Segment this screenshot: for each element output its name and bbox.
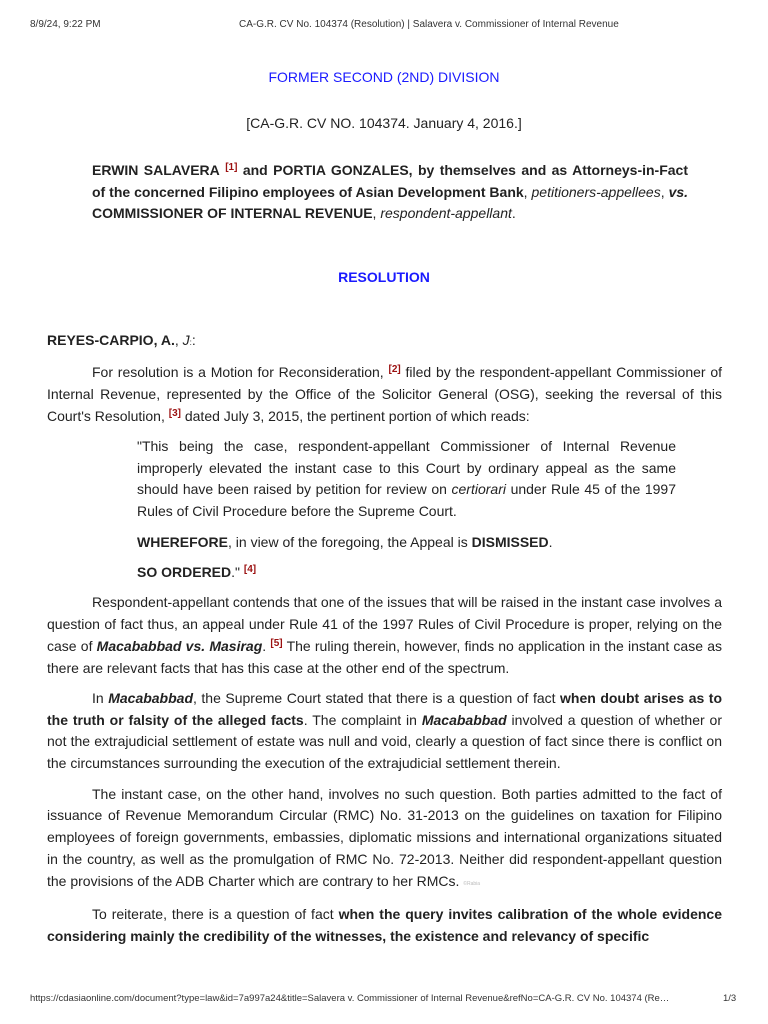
footnote-link-2[interactable]: [2]: [388, 364, 401, 375]
footnote-link-1[interactable]: [1]: [225, 162, 238, 173]
paragraph: The instant case, on the other hand, involves no such question. Both parties admitted to the fact of issuance of Revenue Memorandum Circular (RMC) No. 31-2013 on the guidelines on taxation for Filipino employees of foreign governments, embassies, diplomatic missions and international organizations situated in the country, as well as the promulgation of RMC No. 72-2013. Neither did respondent-appellant question the provisions of the ADB Charter which are contrary to her RMCs. ©Rabia: [47, 785, 722, 889]
division-heading: FORMER SECOND (2ND) DIVISION: [268, 69, 500, 85]
block-quote: WHEREFORE, in view of the foregoing, the Appeal is DISMISSED.: [137, 533, 553, 550]
resolution-body: [47, 362, 722, 956]
paragraph: To reiterate, there is a question of fact when the query invites calibration of the whole evidence considering mainly the credibility of the witnesses, the existence and relevancy of specific: [47, 906, 722, 944]
ponente: REYES-CARPIO, A., J::: [47, 332, 196, 348]
footnote-link-5[interactable]: [5]: [270, 637, 283, 649]
print-url: https://cdasiaonline.com/document?type=law&id=7a997a24&title=Salavera v. Commissioner of Internal Revenue&refNo=CA-G.R. CV No. 104374 (Re…: [30, 993, 670, 1004]
footnote-link-3[interactable]: [3]: [168, 407, 181, 419]
page-number: 1/3: [723, 993, 737, 1004]
case-parties: ERWIN SALAVERA [1] and PORTIA GONZALES, by themselves and as Attorneys-in-Fact of the concerned Filipino employees of Asian Development Bank, petitioners-appellees, vs. COMMISSIONER OF INTERNAL REVENUE, respondent-appellant.: [92, 162, 689, 221]
print-datetime: 8/9/24, 9:22 PM: [30, 19, 101, 30]
paragraph: For resolution is a Motion for Reconsideration, [2] filed by the respondent-appellant Commissioner of Internal Revenue, represented by the Office of the Solicitor General (OSG), seeking the reversal of this Court's Resolution, [3] dated July 3, 2015, the pertinent portion of which reads:: [47, 364, 723, 424]
ponente-suffix: J: [182, 332, 190, 348]
resolution-heading: RESOLUTION: [338, 269, 430, 285]
ponente-name: REYES-CARPIO, A.: [47, 332, 175, 348]
paragraph: Respondent-appellant contends that one of the issues that will be raised in the instant case involves a question of fact thus, an appeal under Rule 41 of the 1997 Rules of Civil Procedure is proper, relying on the case of Macababbad vs. Masirag. [5] The ruling therein, however, finds no application in the instant case as there are relevant facts that has this case at the other end of the spectrum.: [47, 594, 723, 676]
watermark-mark: ©Rabia: [463, 880, 481, 887]
block-quote: "This being the case, respondent-appellant Commissioner of Internal Revenue improperly elevated the instant case to this Court by ordinary appeal as the same should have been raised by petition for review on certiorari under Rule 45 of the 1997 Rules of Civil Procedure before the Supreme Court.: [137, 437, 676, 520]
print-title: CA-G.R. CV No. 104374 (Resolution) | Salavera v. Commissioner of Internal Revenue: [239, 19, 619, 30]
footnote-link-4[interactable]: [4]: [243, 563, 257, 575]
case-number: [CA-G.R. CV NO. 104374. January 4, 2016.]: [246, 115, 522, 131]
block-quote: SO ORDERED." [4]: [137, 563, 257, 580]
paragraph: In Macababbad, the Supreme Court stated that there is a question of fact when doubt arises as to the truth or falsity of the alleged facts. The complaint in Macababbad involved a question of whether or not the extrajudicial settlement of estate was null and void, clearly a question of fact since there is conflict on the circumstances surrounding the execution of the extrajudicial settlement therein.: [47, 689, 723, 772]
